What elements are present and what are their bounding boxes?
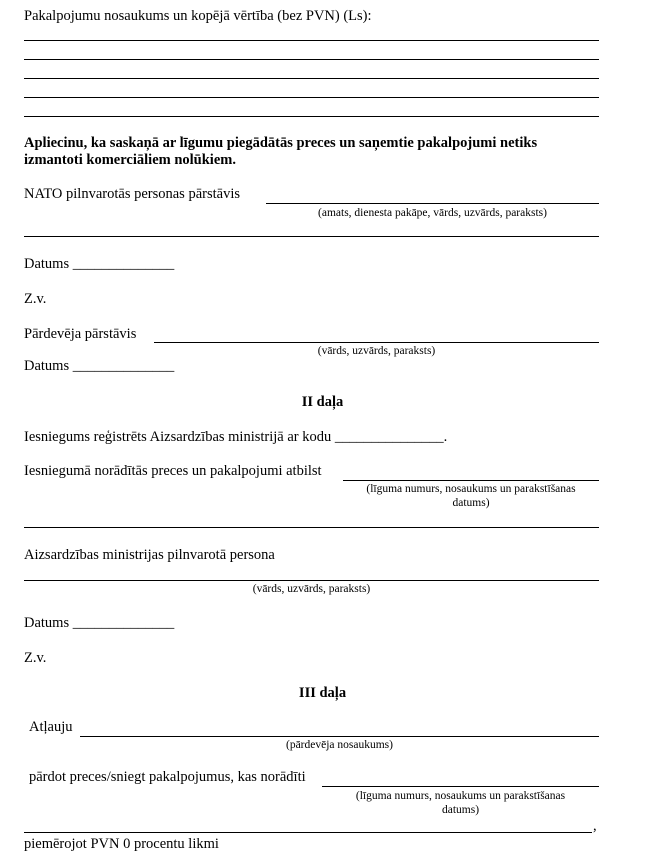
date-1[interactable]: Datums ______________	[24, 256, 175, 272]
contract-caption-2b: datums)	[452, 497, 490, 509]
seller-rep-label: Pārdevēja pārstāvis	[24, 326, 137, 342]
part-3-heading: III daļa	[298, 685, 347, 701]
nato-rep-signature-line[interactable]	[266, 203, 599, 204]
vat-text: piemērojot PVN 0 procentu likmi	[24, 836, 219, 852]
ministry-person-line[interactable]	[24, 580, 599, 581]
matches-label: Iesniegumā norādītās preces un pakalpojumi atbilst	[24, 463, 322, 479]
fill-line-2[interactable]	[24, 59, 599, 60]
ministry-person-caption: (vārds, uzvārds, paraksts)	[252, 583, 371, 595]
fill-line-5[interactable]	[24, 116, 599, 117]
fill-line-4[interactable]	[24, 97, 599, 98]
contract-caption-2a: (līguma numurs, nosaukums un parakstīšanas	[366, 483, 576, 495]
nato-rep-caption: (amats, dienesta pakāpe, vārds, uzvārds, paraksts)	[318, 207, 547, 219]
date-2[interactable]: Datums ______________	[24, 358, 175, 374]
seller-name-caption: (pārdevēja nosaukums)	[286, 739, 393, 751]
part-2-heading: II daļa	[301, 394, 344, 410]
fill-line-3[interactable]	[24, 78, 599, 79]
contract-line-2[interactable]	[343, 480, 599, 481]
date-3[interactable]: Datums ______________	[24, 615, 175, 631]
seller-rep-signature-line[interactable]	[154, 342, 599, 343]
seal-2: Z.v.	[24, 650, 47, 666]
sell-label: pārdot preces/sniegt pakalpojumus, kas norādīti	[29, 769, 306, 785]
contract-line-3[interactable]	[322, 786, 599, 787]
ministry-person-label: Aizsardzības ministrijas pilnvarotā persona	[24, 547, 275, 563]
seller-name-line[interactable]	[80, 736, 599, 737]
fill-line-1[interactable]	[24, 40, 599, 41]
nato-rep-extra-line[interactable]	[24, 236, 599, 237]
contract-caption-3b: datums)	[441, 804, 480, 816]
contract-caption-3a: (līguma numurs, nosaukums un parakstīšanas	[355, 790, 566, 802]
confirmation-line-1: Apliecinu, ka saskaņā ar līgumu piegādātās preces un saņemtie pakalpojumi netiks	[24, 135, 538, 151]
confirmation-line-2: izmantoti komerciāliem nolūkiem.	[24, 152, 236, 168]
permit-label: Atļauju	[29, 719, 73, 735]
registered-text[interactable]: Iesniegums reģistrēts Aizsardzības ministrijā ar kodu _______________.	[24, 429, 448, 445]
nato-rep-label: NATO pilnvarotās personas pārstāvis	[24, 186, 240, 202]
seal-1: Z.v.	[24, 291, 47, 307]
contract-extra-line-2[interactable]	[24, 527, 599, 528]
comma: ,	[593, 818, 597, 834]
services-value-label: Pakalpojumu nosaukums un kopējā vērtība (bez PVN) (Ls):	[24, 8, 372, 24]
contract-extra-line-3[interactable]	[24, 832, 592, 833]
seller-rep-caption: (vārds, uzvārds, paraksts)	[317, 345, 436, 357]
